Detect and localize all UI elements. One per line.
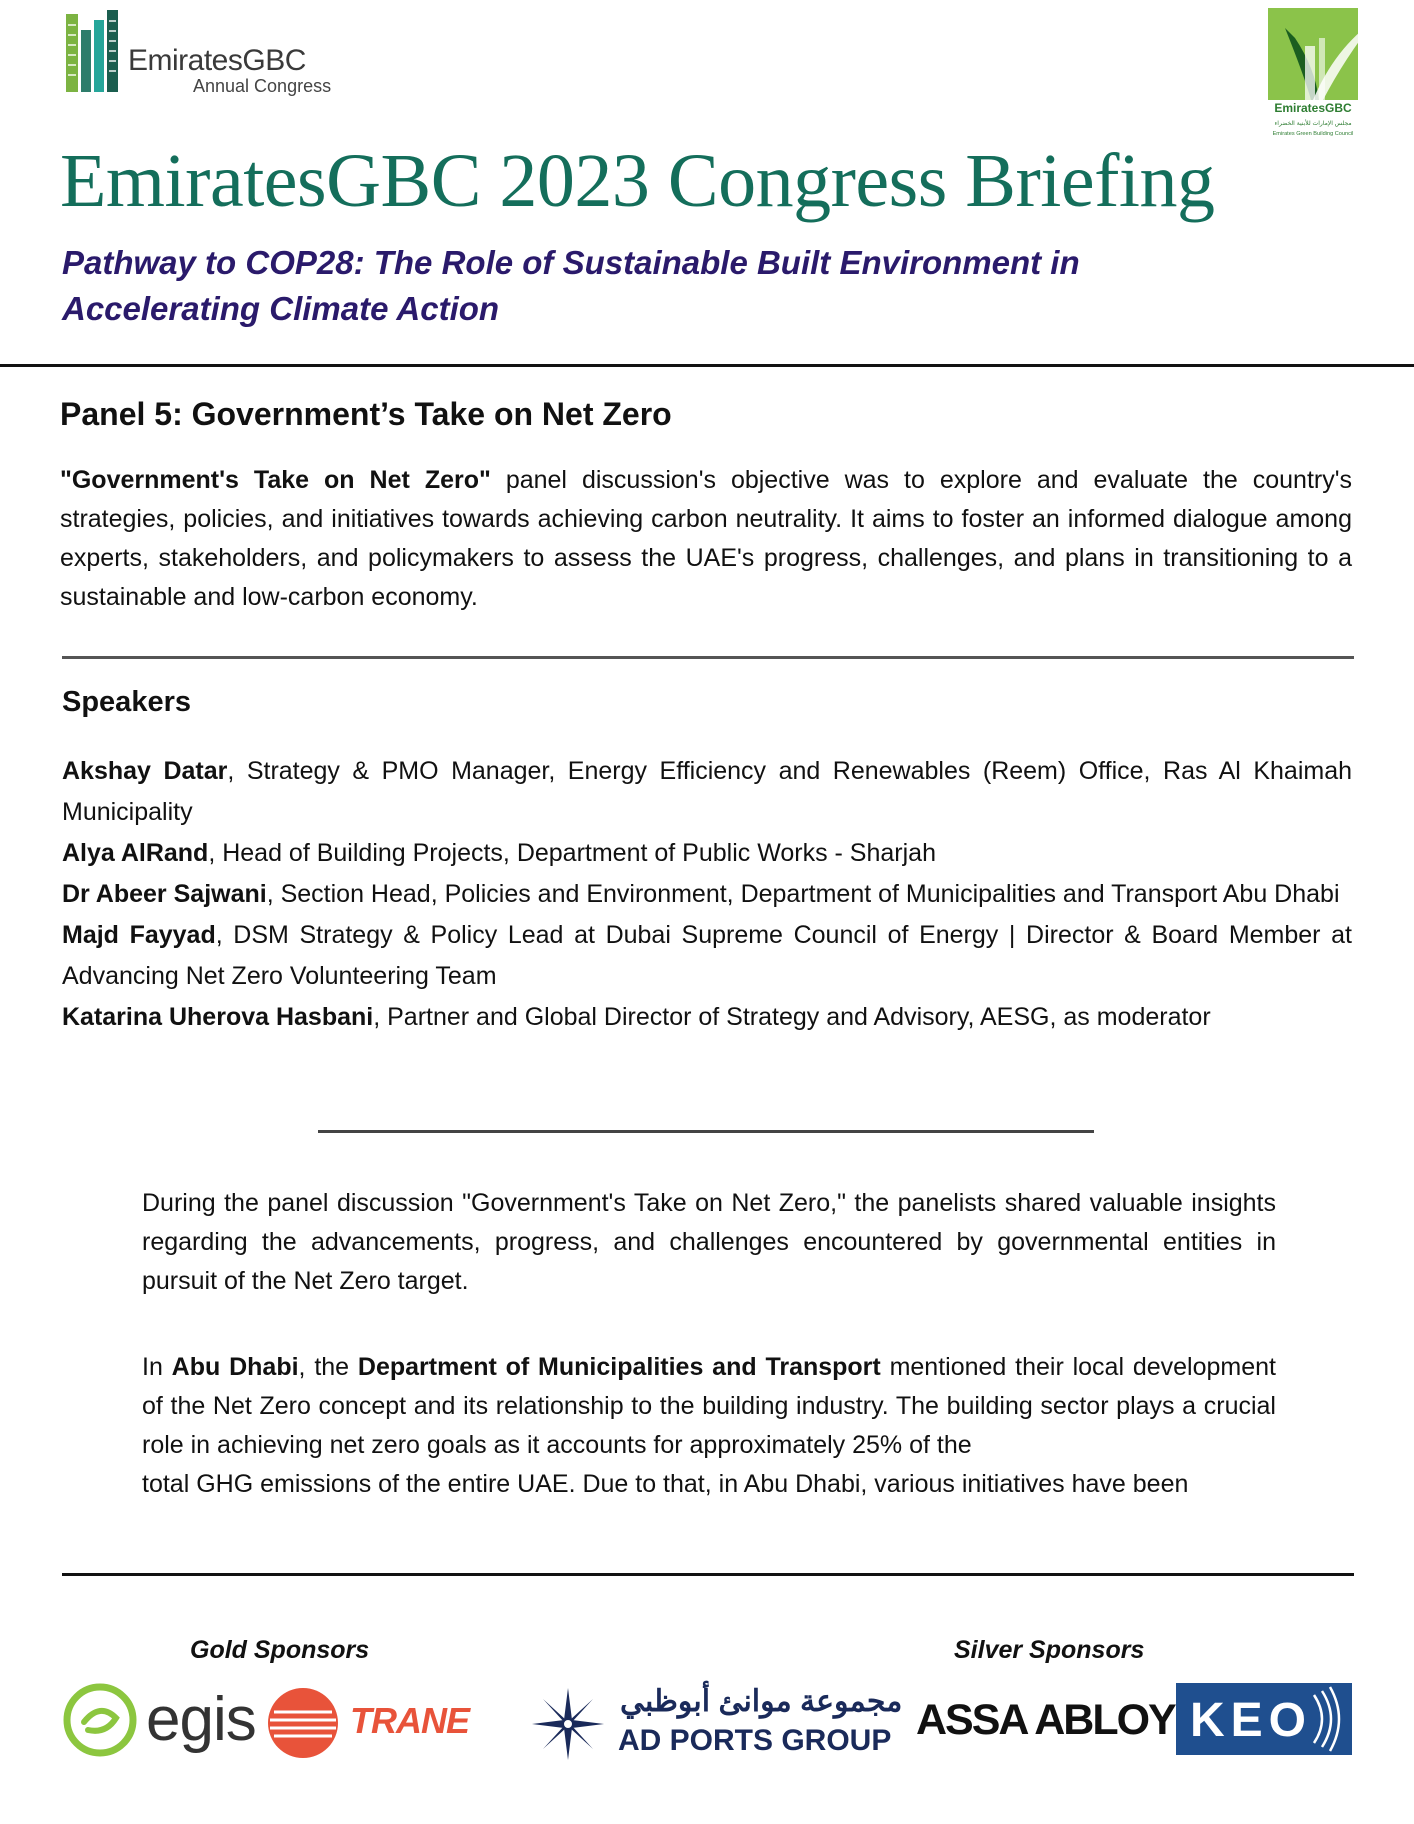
- egis-logo: [62, 1680, 262, 1760]
- speaker-role: , DSM Strategy & Policy Lead at Dubai Supreme Council of Energy | Director & Board Member at Advancing Net Zero Volunteering Team: [62, 921, 1352, 990]
- subtitle-line-1: Pathway to COP28: The Role of Sustainable Built Environment in: [62, 244, 1080, 281]
- speaker-item: [62, 833, 1352, 874]
- gold-sponsors-label: Gold Sponsors: [190, 1636, 370, 1664]
- speaker-role: , Partner and Global Director of Strategy and Advisory, AESG, as moderator: [373, 1003, 1211, 1031]
- para2-text-a: In: [142, 1353, 172, 1381]
- logo-right-english: Emirates Green Building Council: [1272, 131, 1354, 137]
- trane-logo: [266, 1686, 476, 1760]
- silver-sponsors-label: Silver Sponsors: [954, 1636, 1145, 1664]
- logo-left-name: EmiratesGBC: [128, 44, 306, 77]
- page-subtitle: [62, 240, 1162, 332]
- keo-logo: [1176, 1683, 1352, 1755]
- speakers-list: [62, 751, 1352, 1038]
- speaker-role: , Section Head, Policies and Environment, Department of Municipalities and Transport Abu Dhabi: [266, 880, 1340, 908]
- para2-bold-department: Department of Municipalities and Transport: [357, 1353, 881, 1381]
- keo-wordmark: KEO: [1190, 1694, 1313, 1747]
- ad-ports-arabic-wordmark: مجموعة موانئ أبوظبي: [620, 1685, 903, 1718]
- speaker-name: Alya AlRand: [62, 839, 209, 867]
- speakers-heading: Speakers: [62, 686, 191, 718]
- header-divider: [0, 364, 1414, 367]
- emiratesgbc-logo: [1265, 8, 1375, 140]
- speaker-item: [62, 997, 1352, 1038]
- intro-bold-title: "Government's Take on Net Zero": [60, 466, 491, 494]
- trane-circle-icon: [266, 1686, 340, 1760]
- speaker-role: , Head of Building Projects, Department of Public Works - Sharjah: [208, 839, 936, 867]
- para2-bold-abu-dhabi: Abu Dhabi: [171, 1353, 299, 1381]
- assa-abloy-logo: ASSA ABLOY: [916, 1696, 1175, 1744]
- speaker-item: [62, 874, 1352, 915]
- panel-title: Panel 5: Government’s Take on Net Zero: [60, 396, 672, 432]
- egis-wordmark: egis: [146, 1685, 256, 1754]
- intro-text: panel discussion's objective was to explore and evaluate the country's strategies, policies, and initiatives towards achieving carbon neutrality. It aims to foster an informed dialogue among experts, stakeholders, and policymakers to assess the UAE's progress, challenges, and plans in transitioning to a sustainable and low-carbon economy.: [60, 466, 1352, 611]
- egis-e-icon: [62, 1680, 142, 1760]
- ad-ports-wordmark: AD PORTS GROUP: [618, 1724, 892, 1757]
- speaker-item: [62, 751, 1352, 833]
- speaker-name: Majd Fayyad: [62, 921, 216, 949]
- ad-ports-group-logo: [528, 1684, 903, 1764]
- page-title: EmiratesGBC 2023 Congress Briefing: [60, 139, 1215, 223]
- panel-intro-paragraph: [60, 461, 1352, 617]
- para2-text-e: mentioned their local development of the Net Zero concept and its relationship to the building industry. The building sector plays a crucial role in achieving net zero goals as it accounts for approximately 25% of the: [142, 1353, 1276, 1459]
- trane-wordmark: TRANE: [350, 1700, 469, 1741]
- section-divider: [62, 656, 1354, 659]
- compass-star-icon: [528, 1684, 608, 1764]
- logo-left-subtitle: Annual Congress: [193, 76, 332, 96]
- para2-last-line: total GHG emissions of the entire UAE. Due to that, in Abu Dhabi, various initiatives have been: [142, 1470, 1189, 1498]
- subtitle-line-2: Accelerating Climate Action: [62, 290, 500, 327]
- keo-arcs-icon: [1308, 1683, 1348, 1755]
- discussion-paragraph-1: During the panel discussion "Government's Take on Net Zero," the panelists shared valuable insights regarding the advancements, progress, and challenges encountered by governmental entities in pursuit of the Net Zero target.: [142, 1189, 1276, 1295]
- green-building-council-logo-icon: [1265, 8, 1375, 140]
- speaker-role: , Strategy & PMO Manager, Energy Efficiency and Renewables (Reem) Office, Ras Al Khaimah Municipality: [62, 757, 1353, 826]
- logo-right-name: EmiratesGBC: [1274, 101, 1352, 115]
- logo-right-arabic: مجلس الإمارات للأبنية الخضراء: [1274, 120, 1352, 127]
- speaker-name: Akshay Datar: [62, 757, 228, 785]
- building-bars-icon: [66, 10, 118, 92]
- discussion-paragraph-2: [142, 1348, 1276, 1504]
- speaker-name: Dr Abeer Sajwani: [62, 880, 267, 908]
- footer-divider: [62, 1573, 1354, 1576]
- short-divider: [318, 1130, 1094, 1133]
- emiratesgbc-congress-logo: [66, 8, 356, 98]
- speaker-item: [62, 915, 1352, 997]
- para2-text-c: , the: [298, 1353, 358, 1381]
- speaker-name: Katarina Uherova Hasbani: [62, 1003, 374, 1031]
